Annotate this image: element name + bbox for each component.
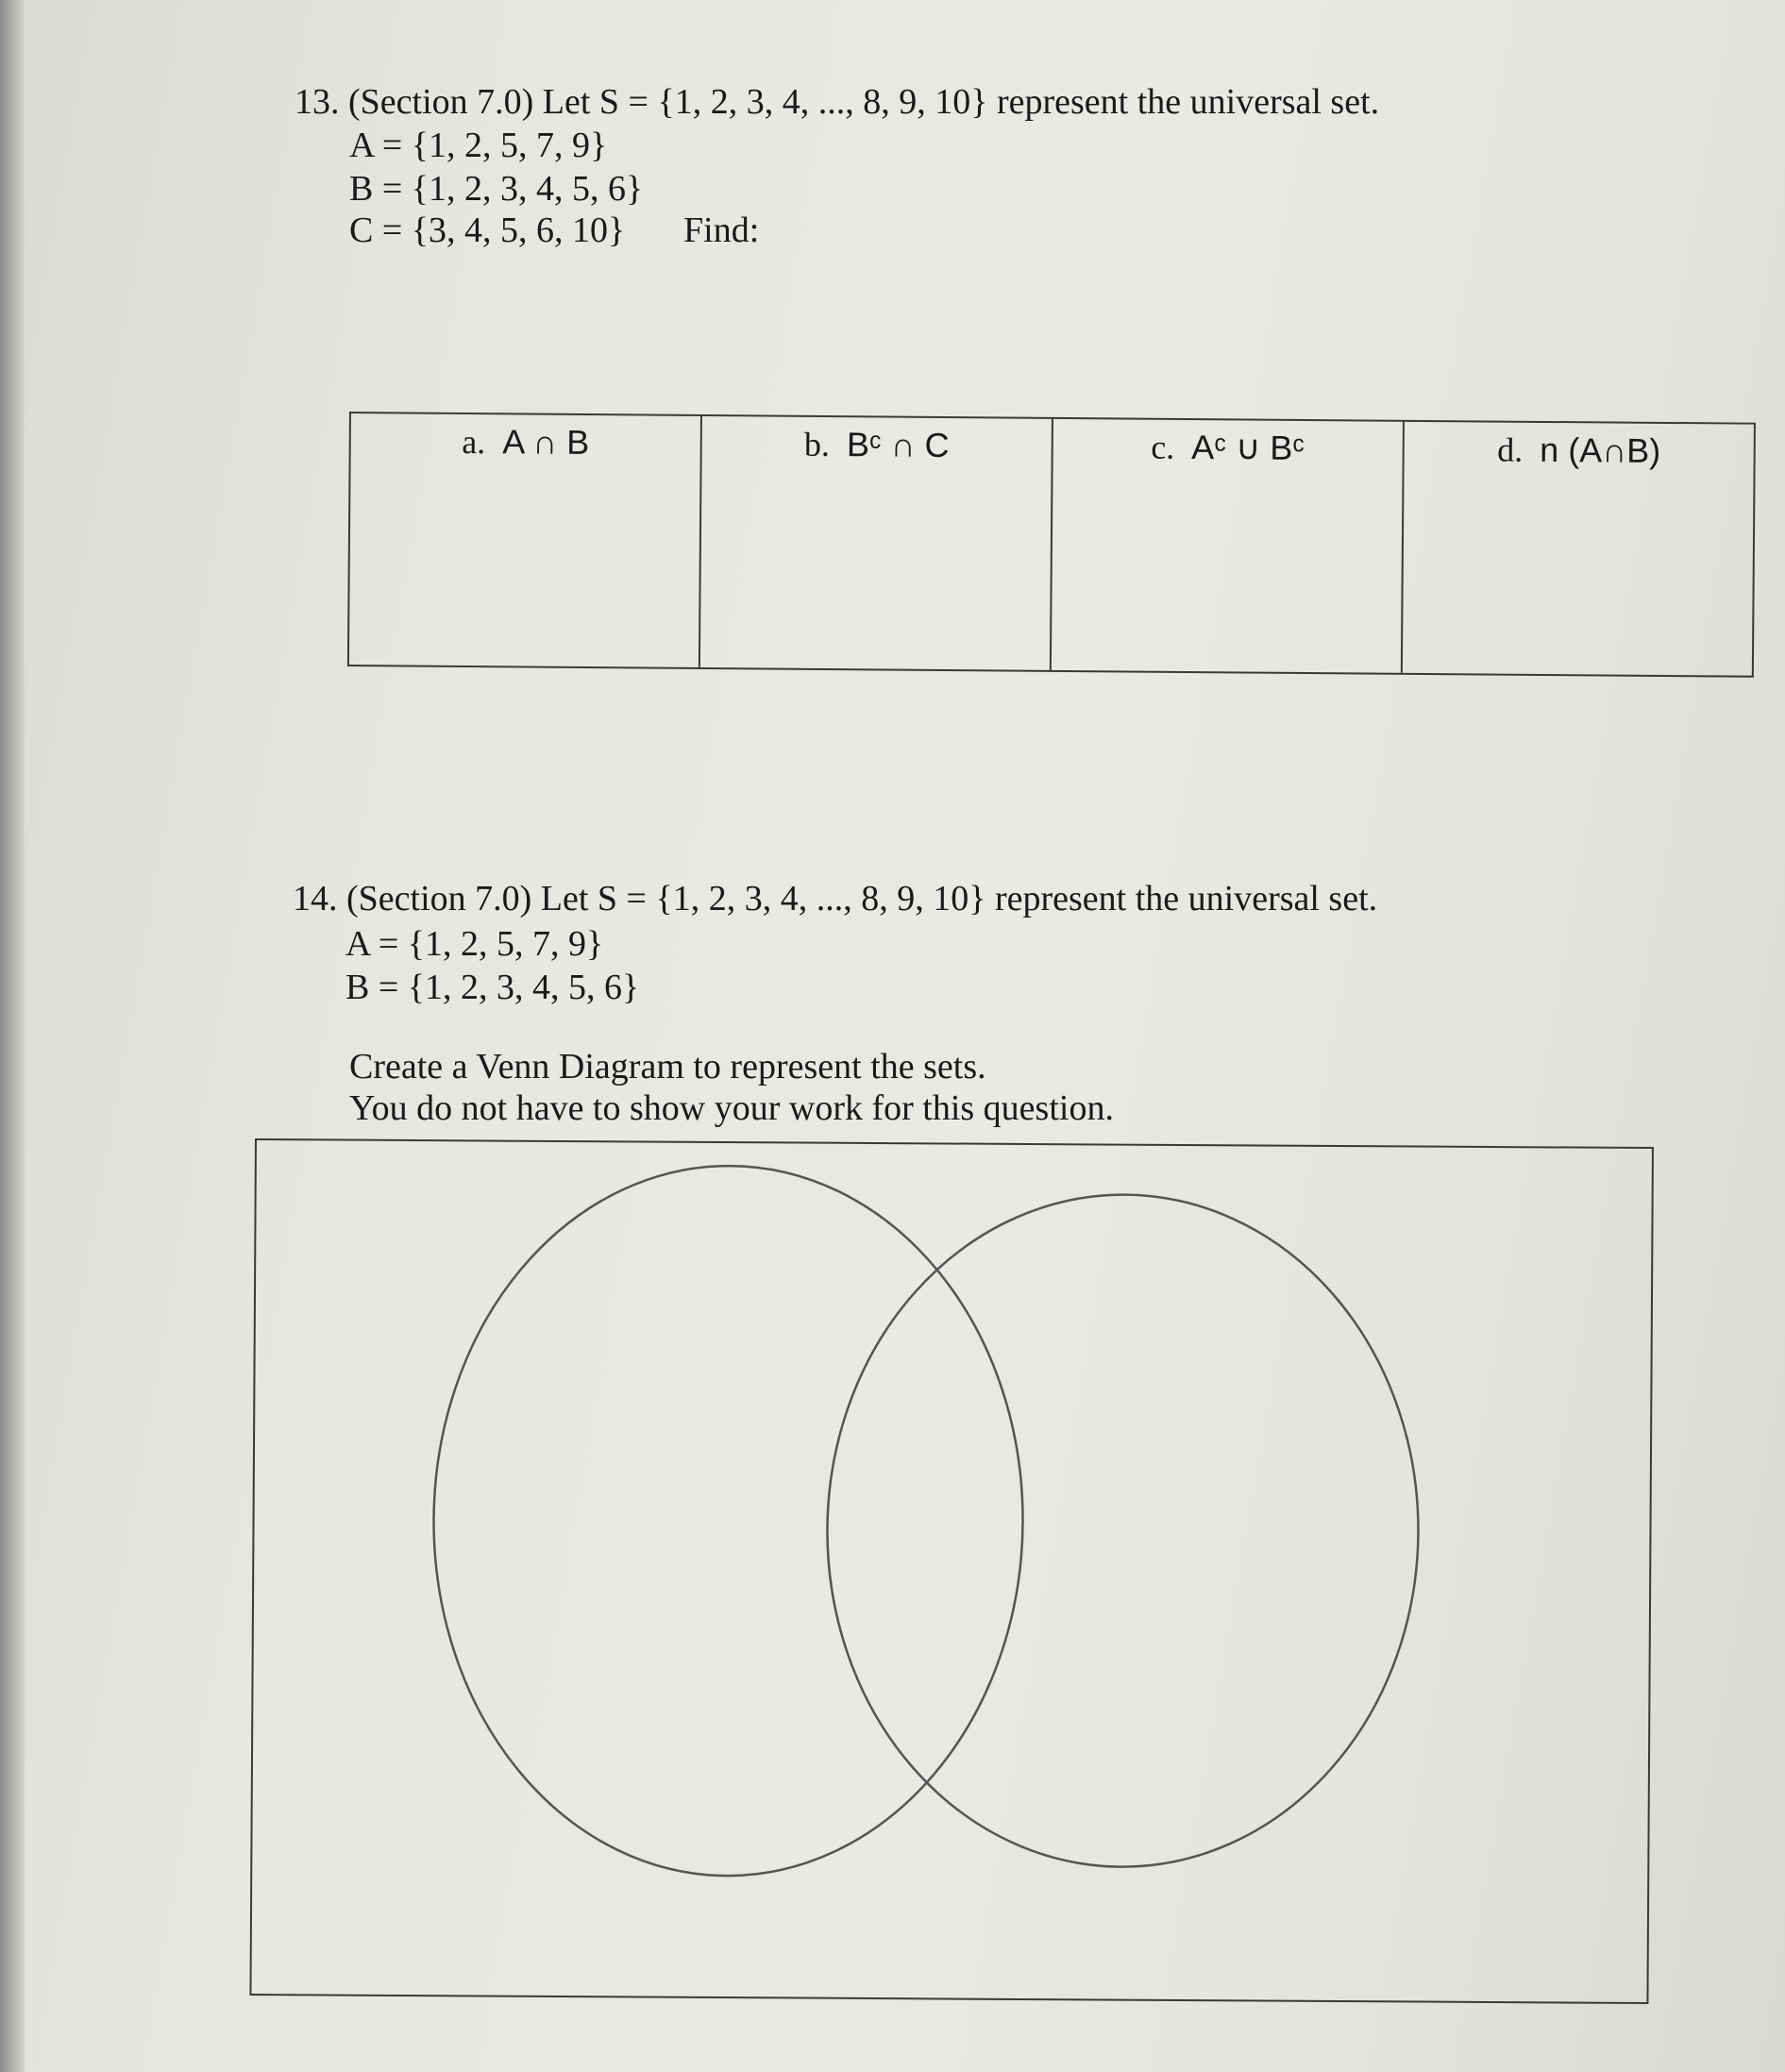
answer-cell-b[interactable]: [700, 416, 1053, 670]
q14-title: 14. (Section 7.0) Let S = {1, 2, 3, 4, ..., 8, 9, 10} represent the universal set.: [293, 879, 1378, 918]
q13-find-label: Find:: [683, 211, 760, 250]
q14-instruction-2: You do not have to show your work for this question.: [349, 1088, 1114, 1128]
page-edge-shadow: [0, 0, 25, 2072]
q13-set-c: C = {3, 4, 5, 6, 10}: [349, 211, 626, 250]
q13-title: 13. (Section 7.0) Let S = {1, 2, 3, 4, ..., 8, 9, 10} represent the universal set.: [295, 82, 1380, 122]
part-expression: Aᶜ ∪ Bᶜ: [1191, 428, 1305, 467]
q14-instruction-1: Create a Venn Diagram to represent the sets.: [349, 1047, 986, 1087]
q13-set-a: A = {1, 2, 5, 7, 9}: [349, 126, 608, 165]
q13-answer-table: [347, 412, 1756, 678]
part-letter: b.: [803, 425, 831, 463]
q14-set-a: A = {1, 2, 5, 7, 9}: [345, 924, 604, 964]
part-letter: c.: [1151, 428, 1175, 466]
q13-set-b: B = {1, 2, 3, 4, 5, 6}: [349, 169, 644, 209]
part-letter: a.: [462, 422, 486, 462]
part-letter: d.: [1497, 430, 1524, 469]
answer-cell-c[interactable]: [1052, 419, 1405, 673]
venn-diagram-box[interactable]: [249, 1138, 1654, 2004]
venn-diagram: [251, 1140, 1651, 2002]
answer-cell-d[interactable]: [1403, 422, 1754, 676]
part-expression: Bᶜ ∩ C: [846, 425, 950, 464]
answer-cell-a[interactable]: [349, 413, 702, 667]
venn-circle-right[interactable]: [825, 1193, 1420, 1869]
q14-set-b: B = {1, 2, 3, 4, 5, 6}: [345, 968, 640, 1007]
part-expression: A ∩ B: [502, 422, 590, 462]
part-expression: n (A∩B): [1540, 430, 1661, 470]
